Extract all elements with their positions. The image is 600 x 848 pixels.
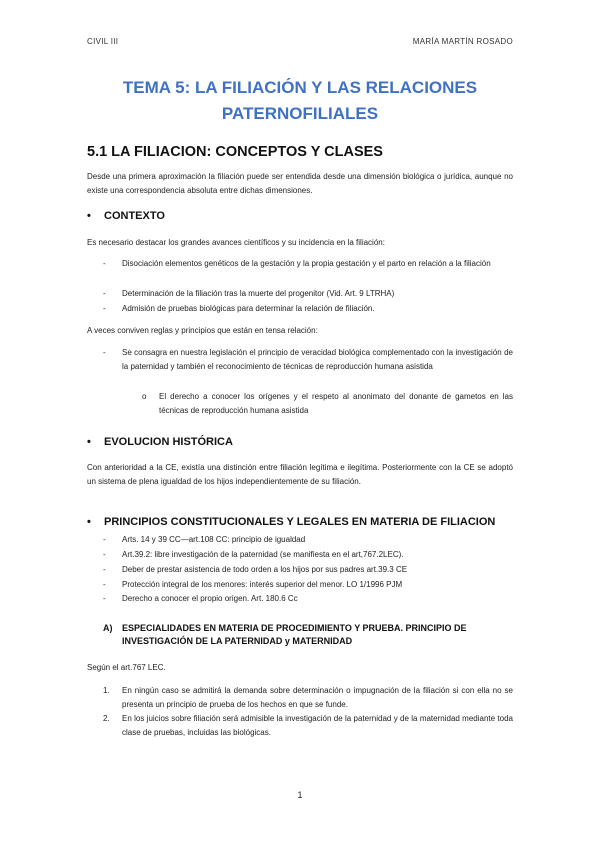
- dash-marker: -: [103, 304, 106, 313]
- dash-marker: -: [103, 580, 106, 589]
- dash-marker: -: [103, 594, 106, 603]
- list-item-text: Disociación elementos genéticos de la gestación y la propia gestación y el parto en relación a la filiación: [122, 259, 491, 268]
- contexto-intro: Es necesario destacar los grandes avances científicos y su incidencia en la filiación:: [87, 238, 385, 247]
- heading-evolucion: [87, 436, 233, 448]
- heading-contexto: [87, 210, 165, 222]
- especialidades-heading-text: ESPECIALIDADES EN MATERIA DE PROCEDIMIENTO Y PRUEBA. PRINCIPIO DE INVESTIGACIÓN DE LA PATERNIDAD y MATERNIDAD: [122, 623, 467, 646]
- number-marker: 2.: [103, 714, 110, 723]
- bullet-icon: •: [87, 210, 91, 222]
- section-heading: 5.1 LA FILIACION: CONCEPTOS Y CLASES: [87, 144, 383, 160]
- numbered-item-text: En ningún caso se admitirá la demanda sobre determinación o impugnación de la filiación si con ella no se presenta un principio de prueba de los hechos en que se funde.: [122, 686, 513, 709]
- list-item: [87, 563, 513, 577]
- numbered-item: [87, 684, 513, 711]
- list-item: [87, 302, 513, 316]
- sub-list-item: [87, 390, 513, 417]
- bullet-icon: •: [87, 516, 91, 528]
- dash-marker: -: [103, 348, 106, 357]
- evolucion-heading-text: EVOLUCION HISTÓRICA: [104, 436, 233, 448]
- circle-marker: o: [142, 392, 147, 401]
- section-intro: Desde una primera aproximación la filiación puede ser entendida desde una dimensión biológica o jurídica, aunque no existe una correspondencia absoluta entre dichas dimensiones.: [87, 172, 513, 195]
- list-item-text: Protección integral de los menores: interés superior del menor. LO 1/1996 PJM: [122, 580, 403, 589]
- bullet-icon: •: [87, 436, 91, 448]
- heading-principios: [87, 516, 495, 528]
- sub-list-item-text: El derecho a conocer los orígenes y el respeto al anonimato del donante de gametos en las técnicas de reproducción humana asistida: [159, 392, 513, 415]
- evolucion-text: Con anterioridad a la CE, existía una distinción entre filiación legítima e ilegítima. Posteriormente con la CE se adoptó un sistema de plena igualdad de los hijos independientemente de su filiación.: [87, 463, 513, 486]
- dash-marker: -: [103, 535, 106, 544]
- list-item: [87, 578, 513, 592]
- list-item-text: Determinación de la filiación tras la muerte del progenitor (Vid. Art. 9 LTRHA): [122, 289, 395, 298]
- dash-marker: -: [103, 565, 106, 574]
- contexto-tension: A veces conviven reglas y principios que están en tensa relación:: [87, 326, 318, 335]
- list-item-text: Deber de prestar asistencia de todo orden a los hijos por sus padres art.39.3 CE: [122, 565, 408, 574]
- numbered-item-text: En los juicios sobre filiación será admisible la investigación de la paternidad y de la maternidad mediante toda clase de pruebas, incluidas las biológicas.: [122, 714, 513, 737]
- dash-marker: -: [103, 259, 106, 268]
- contexto-heading-text: CONTEXTO: [104, 210, 165, 222]
- list-item-text: Derecho a conocer el propio origen. Art. 180.6 Cc: [122, 594, 298, 603]
- list-item: [87, 592, 513, 606]
- page-number: 1: [297, 790, 303, 800]
- section-marker: A): [103, 623, 113, 633]
- dash-marker: -: [103, 550, 106, 559]
- dash-marker: -: [103, 289, 106, 298]
- list-item: [87, 548, 513, 562]
- heading-especialidades: [87, 622, 513, 648]
- number-marker: 1.: [103, 686, 110, 695]
- list-item: [87, 346, 513, 373]
- doc-title-line-1: TEMA 5: LA FILIACIÓN Y LAS RELACIONES: [122, 78, 478, 97]
- list-item-text: Arts. 14 y 39 CC—art.108 CC: principio de igualdad: [122, 535, 306, 544]
- list-item: [87, 287, 513, 301]
- especialidades-intro: Según el art.767 LEC.: [87, 663, 166, 672]
- numbered-item: [87, 712, 513, 739]
- header-author: MARÍA MARTÍN ROSADO: [412, 37, 513, 46]
- header-course: CIVIL III: [87, 37, 119, 46]
- list-item: [87, 533, 513, 547]
- list-item: [87, 257, 513, 271]
- principios-heading-text: PRINCIPIOS CONSTITUCIONALES Y LEGALES EN MATERIA DE FILIACION: [104, 516, 496, 528]
- list-item-text: Se consagra en nuestra legislación el principio de veracidad biológica complementado con la investigación de la paternidad y también el reconocimiento de técnicas de reproducción humana asistida: [122, 348, 513, 371]
- list-item-text: Art.39.2: libre investigación de la paternidad (se manifiesta en el art,767.2LEC).: [122, 550, 404, 559]
- list-item-text: Admisión de pruebas biológicas para determinar la relación de filiación.: [122, 304, 375, 313]
- doc-title-line-2: PATERNOFILIALES: [221, 104, 379, 123]
